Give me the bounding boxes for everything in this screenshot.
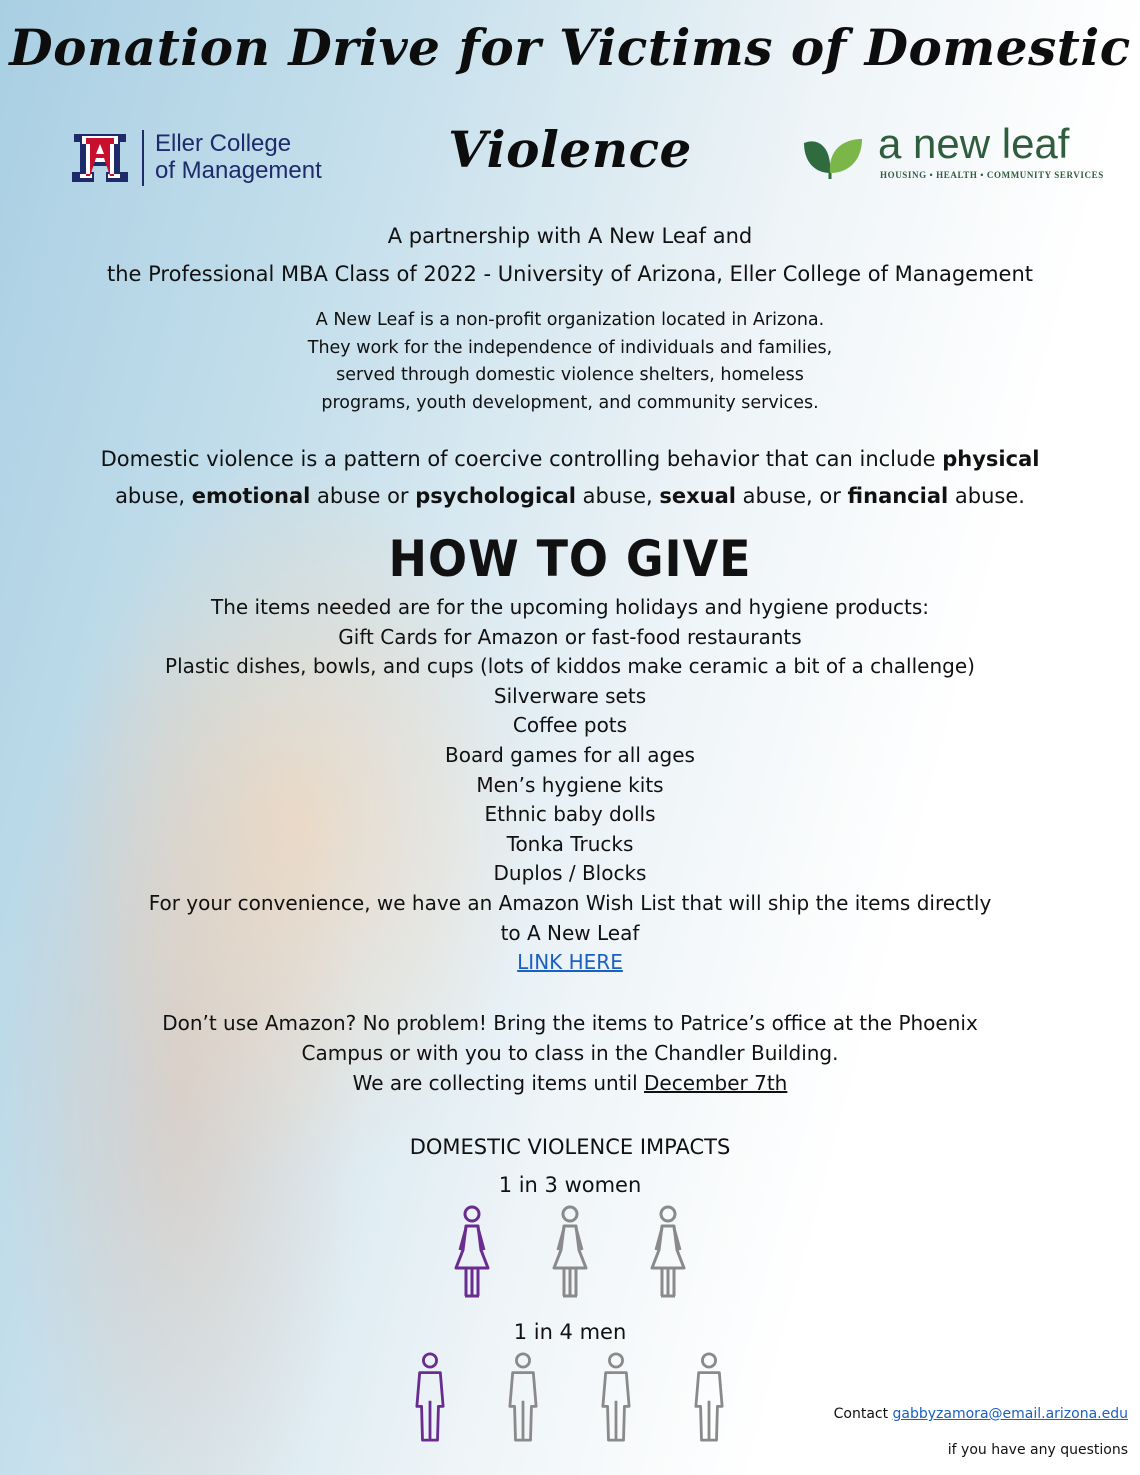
- about-line: served through domestic violence shelters, homeless: [336, 365, 804, 385]
- definition-text: abuse,: [115, 484, 192, 508]
- dropoff-line3: [0, 1068, 1140, 1098]
- impacts-heading: DOMESTIC VIOLENCE IMPACTS: [409, 1135, 731, 1159]
- list-item: Board games for all ages: [445, 742, 695, 767]
- eller-divider: [142, 130, 144, 186]
- items-list: [0, 593, 1140, 978]
- abuse-type-physical: physical: [942, 447, 1040, 471]
- eller-line1: Eller College: [155, 130, 292, 157]
- list-item: Ethnic baby dolls: [484, 802, 656, 827]
- contact-prefix: Contact: [833, 1406, 893, 1422]
- men-stat-label: 1 in 4 men: [513, 1320, 627, 1344]
- deadline-date: December 7th: [644, 1071, 788, 1095]
- definition-paragraph: [0, 441, 1140, 515]
- about-line: A New Leaf is a non-profit organization located in Arizona.: [315, 310, 825, 330]
- definition-text: abuse or: [310, 484, 416, 508]
- about-line: programs, youth development, and community services.: [321, 392, 819, 413]
- contact-questions: if you have any questions: [947, 1442, 1128, 1458]
- highlighted-woman-icon: [452, 1204, 492, 1300]
- definition-text: Domestic violence is a pattern of coercive controlling behavior that can include: [100, 447, 943, 471]
- university-of-arizona-logo: [68, 128, 132, 186]
- definition-line1: [0, 441, 1140, 478]
- abuse-type-financial: financial: [847, 484, 949, 508]
- page-title-line2: Violence: [448, 120, 692, 179]
- leaf-icon: [800, 133, 866, 181]
- about-paragraph: [0, 307, 1140, 417]
- abuse-type-sexual: sexual: [659, 484, 736, 508]
- partnership-text: [0, 217, 1140, 293]
- about-line: They work for the independence of individuals and families,: [307, 337, 833, 358]
- women-stat-label: 1 in 3 women: [498, 1173, 642, 1197]
- definition-text: abuse,: [575, 484, 660, 508]
- woman-icon: [550, 1204, 590, 1300]
- dropoff-line2: Campus or with you to class in the Chandler Building.: [301, 1041, 839, 1065]
- partnership-line1: A partnership with A New Leaf and: [387, 224, 753, 248]
- eller-line2: of Management: [155, 157, 322, 184]
- wishlist-text: to A New Leaf: [500, 920, 640, 945]
- dropoff-paragraph: [0, 1008, 1140, 1098]
- man-icon: [503, 1352, 543, 1442]
- eller-logo-text: [155, 130, 322, 184]
- list-item: Gift Cards for Amazon or fast-food restaurants: [338, 624, 802, 649]
- abuse-type-emotional: emotional: [191, 484, 311, 508]
- woman-icon: [648, 1204, 688, 1300]
- highlighted-man-icon: [410, 1352, 450, 1442]
- dropoff-line1: Don’t use Amazon? No problem! Bring the items to Patrice’s office at the Phoenix: [162, 1011, 978, 1035]
- wishlist-link[interactable]: LINK HERE: [517, 950, 623, 975]
- page-title: Donation Drive for Victims of Domestic: [9, 18, 1131, 77]
- leaf-logo-name: a new leaf: [878, 120, 1070, 167]
- contact-email-link[interactable]: gabbyzamora@email.arizona.edu: [892, 1406, 1128, 1422]
- man-icon: [689, 1352, 729, 1442]
- list-item: Silverware sets: [493, 683, 647, 708]
- list-item: Men’s hygiene kits: [476, 772, 664, 797]
- items-intro: The items needed are for the upcoming holidays and hygiene products:: [210, 595, 930, 619]
- contact-line: [700, 1406, 1128, 1422]
- wishlist-text: For your convenience, we have an Amazon Wish List that will ship the items directly: [148, 890, 992, 915]
- definition-text: abuse.: [948, 484, 1025, 508]
- list-item: Duplos / Blocks: [493, 861, 647, 886]
- list-item: Plastic dishes, bowls, and cups (lots of kiddos make ceramic a bit of a challenge): [165, 654, 975, 679]
- man-icon: [596, 1352, 636, 1442]
- list-item: Coffee pots: [512, 713, 628, 738]
- definition-text: abuse, or: [735, 484, 848, 508]
- list-item: Tonka Trucks: [506, 831, 634, 856]
- partnership-line2: the Professional MBA Class of 2022 - University of Arizona, Eller College of Management: [107, 262, 1033, 286]
- dropoff-deadline-text: We are collecting items until: [352, 1071, 645, 1095]
- leaf-logo-tagline: HOUSING • HEALTH • COMMUNITY SERVICES: [880, 170, 1104, 180]
- definition-line2: [0, 478, 1140, 515]
- abuse-type-psychological: psychological: [415, 484, 576, 508]
- how-to-give-heading: HOW TO GIVE: [388, 530, 752, 588]
